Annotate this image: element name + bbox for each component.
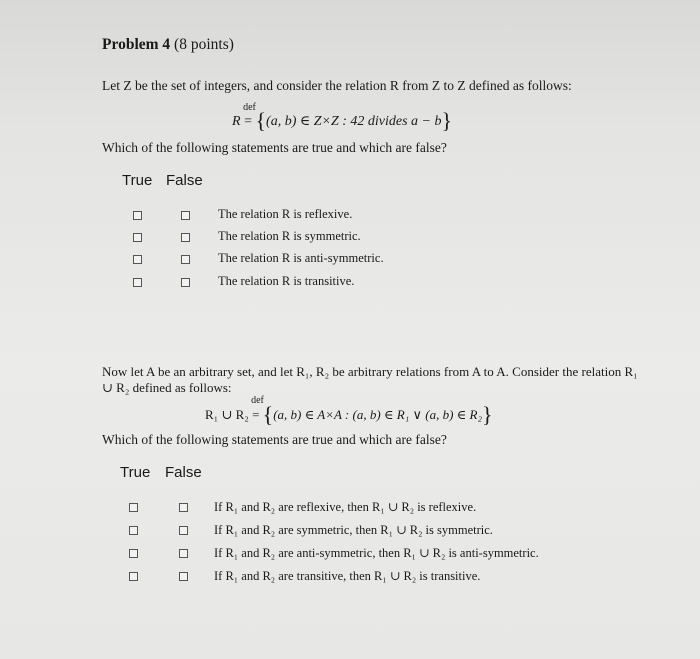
true-checkbox[interactable]	[133, 233, 142, 242]
true-checkbox[interactable]	[133, 278, 142, 287]
statement-union-transitive: If R₁ and R₂ are transitive, then R₁ ∪ R₂ is transitive.	[214, 569, 481, 583]
true-checkbox[interactable]	[129, 503, 138, 512]
false-checkbox[interactable]	[181, 233, 190, 242]
true-checkbox[interactable]	[129, 549, 138, 558]
header-false-2: False	[165, 464, 202, 481]
paragraph-union: Now let A be an arbitrary set, and let R₁, R₂ be arbitrary relations from A to A. Consider the relation R₁ ∪ R₂ defined as follows:	[102, 364, 638, 395]
question-1: Which of the following statements are true and which are false?	[102, 140, 447, 155]
true-checkbox[interactable]	[129, 572, 138, 581]
header-false-1: False	[166, 172, 203, 189]
formula1-body: (a, b) ∈ Z×Z : 42 divides a − b	[266, 114, 442, 129]
statement-reflexive: The relation R is reflexive.	[218, 207, 353, 221]
statement-transitive: The relation R is transitive.	[218, 274, 355, 288]
formula1-lhs: R	[232, 114, 241, 129]
formula2-def: def	[251, 395, 264, 406]
formula1-eq: =	[244, 114, 252, 129]
formula2-body: (a, b) ∈ A×A : (a, b) ∈ R₁ ∨ (a, b) ∈ R₂	[273, 407, 483, 422]
relation-definition-2: R₁ ∪ R₂ def = {(a, b) ∈ A×A : (a, b) ∈ R₁ ∨ (a, b) ∈ R₂}	[205, 395, 493, 427]
false-checkbox[interactable]	[179, 572, 188, 581]
false-checkbox[interactable]	[179, 526, 188, 535]
true-checkbox[interactable]	[129, 526, 138, 535]
relation-definition-1: R def = {(a, b) ∈ Z×Z : 42 divides a − b}	[232, 102, 453, 133]
false-checkbox[interactable]	[179, 549, 188, 558]
problem-number: Problem 4	[102, 36, 171, 53]
header-true-2: True	[120, 464, 151, 481]
statement-anti-symmetric: The relation R is anti-symmetric.	[218, 251, 384, 265]
problem-points: (8 points)	[174, 36, 234, 53]
statement-union-reflexive: If R₁ and R₂ are reflexive, then R₁ ∪ R₂ is reflexive.	[214, 500, 477, 514]
intro-text: Let Z be the set of integers, and consider the relation R from Z to Z defined as follows:	[102, 78, 572, 93]
false-checkbox[interactable]	[181, 255, 190, 264]
true-checkbox[interactable]	[133, 211, 142, 220]
problem-title	[102, 36, 234, 54]
statement-symmetric: The relation R is symmetric.	[218, 229, 361, 243]
formula1-def: def	[243, 102, 256, 113]
question-2: Which of the following statements are true and which are false?	[102, 432, 447, 447]
false-checkbox[interactable]	[181, 211, 190, 220]
statement-union-anti-symmetric: If R₁ and R₂ are anti-symmetric, then R₁ ∪ R₂ is anti-symmetric.	[214, 546, 539, 560]
formula2-lhs: R₁ ∪ R₂	[205, 407, 249, 422]
formula2-eq: =	[252, 407, 260, 422]
true-checkbox[interactable]	[133, 255, 142, 264]
statement-union-symmetric: If R₁ and R₂ are symmetric, then R₁ ∪ R₂ is symmetric.	[214, 523, 493, 537]
false-checkbox[interactable]	[179, 503, 188, 512]
header-true-1: True	[122, 172, 153, 189]
false-checkbox[interactable]	[181, 278, 190, 287]
